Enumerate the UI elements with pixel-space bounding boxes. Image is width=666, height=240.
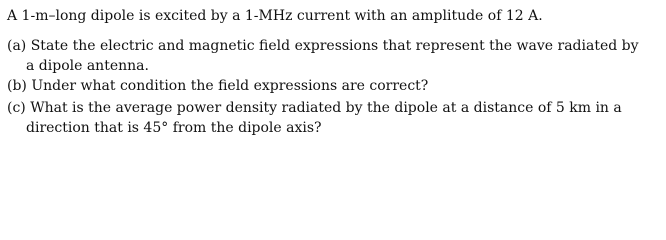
part-c-line-2: direction that is 45° from the dipole axis? — [26, 120, 322, 136]
part-a-line-2: a dipole antenna. — [26, 58, 149, 74]
part-a-line-1: (a) State the electric and magnetic field expressions that represent the wave radiated by — [7, 38, 639, 54]
part-b: (b) Under what condition the field expressions are correct? — [7, 78, 429, 94]
problem-intro: A 1-m–long dipole is excited by a 1-MHz current with an amplitude of 12 A. — [7, 8, 543, 24]
part-c-line-1: (c) What is the average power density radiated by the dipole at a distance of 5 km in a — [7, 100, 622, 116]
